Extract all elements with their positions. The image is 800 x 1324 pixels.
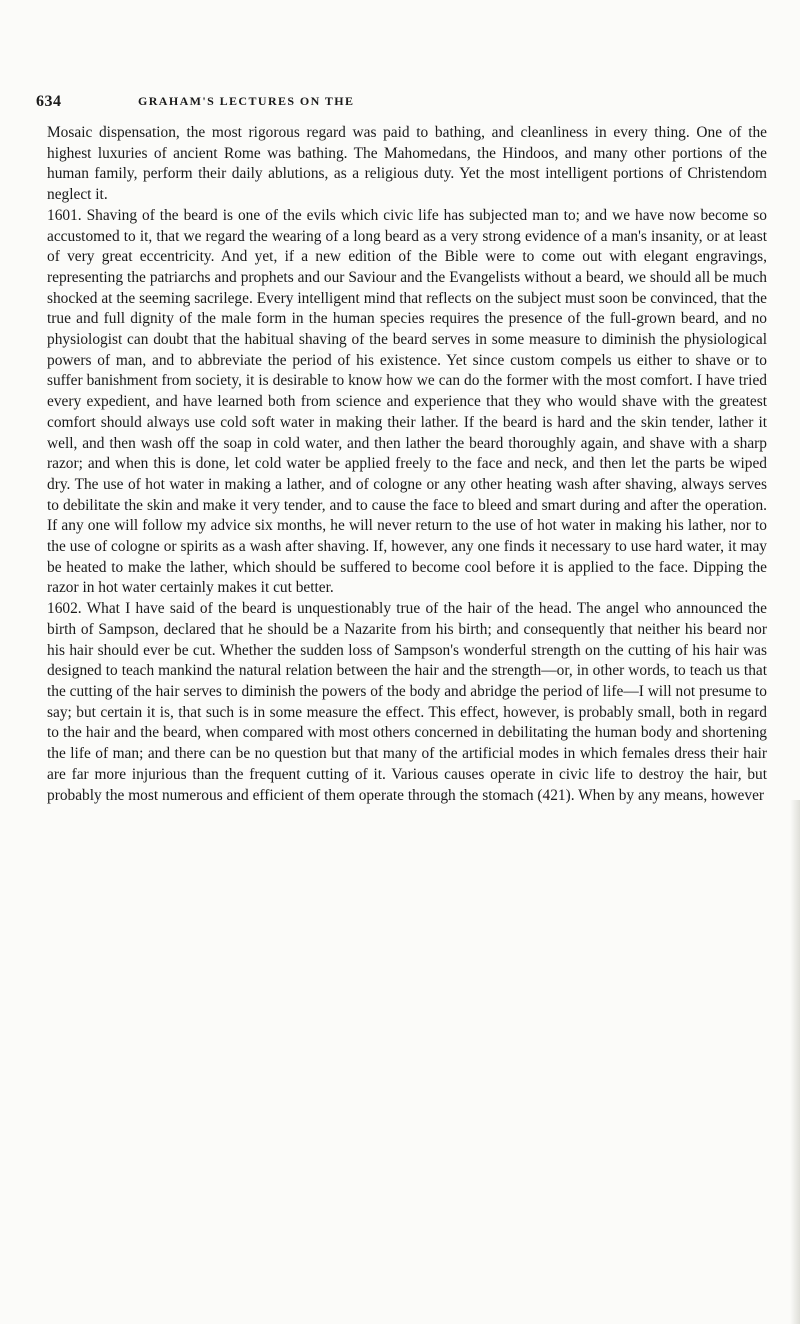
- body-text: [47, 123, 767, 806]
- paragraph-mosaic-bathing: Mosaic dispensation, the most rigorous regard was paid to bathing, and cleanliness in every thing. One of the highest luxuries of ancient Rome was bathing. The Mahomedans, the Hindoos, and many other portions of the human family, perform their daily ablutions, as a religious duty. Yet the most intelligent portions of Christendom neglect it.: [47, 124, 767, 204]
- running-head: [36, 93, 772, 117]
- paragraph-1601-shaving: 1601. Shaving of the beard is one of the evils which civic life has subjected man to; and we have now become so accustomed to it, that we regard the wearing of a long beard as a very strong evidence of a man's insanity, or at least of very great eccentricity. And yet, if a new edition of the Bible were to come out with elegant engravings, representing the patriarchs and prophets and our Saviour and the Evangelists without a beard, we should all be much shocked at the seeming sacrilege. Every intelligent mind that reflects on the subject must soon be convinced, that the true and full dignity of the male form in the human species requires the presence of the full-grown beard, and no physiologist can doubt that the habitual shaving of the beard serves in some measure to diminish the physiological powers of man, and to abbreviate the period of his existence. Yet since custom compels us either to shave or to suffer banishment from society, it is desirable to know how we can do the former with the most comfort. I have tried every expedient, and have learned both from science and experience that they who would shave with the greatest comfort should always use cold soft water in making their lather. If the beard is hard and the skin tender, lather it well, and then wash off the soap in cold water, and then lather the beard thoroughly again, and shave with a sharp razor; and when this is done, let cold water be applied freely to the face and neck, and then let the parts be wiped dry. The use of hot water in making a lather, and of cologne or any other heating wash after shaving, always serves to debilitate the skin and make it very tender, and to cause the face to bleed and smart during and after the operation. If any one will follow my advice six months, he will never return to the use of hot water in making his lather, nor to the use of cologne or spirits as a wash after shaving. If, however, any one finds it necessary to use hard water, it may be heated to make the lather, which should be suffered to become cool before it is applied to the face. Dipping the razor in hot water certainly makes it cut better.: [47, 206, 767, 597]
- running-head-title: GRAHAM'S LECTURES ON THE: [138, 94, 355, 108]
- paragraph-1602-hair: 1602. What I have said of the beard is unquestionably true of the hair of the head. The angel who announced the birth of Sampson, declared that he should be a Nazarite from his birth; and consequently that neither his beard nor his hair should ever be cut. Whether the sudden loss of Sampson's wonderful strength on the cutting of his hair was designed to teach mankind the natural relation between the hair and the strength—or, in other words, to teach us that the cutting of the hair serves to diminish the powers of the body and abridge the period of life—I will not presume to say; but certain it is, that such is in some measure the effect. This effect, however, is probably small, both in regard to the hair and the beard, when compared with most others concerned in debilitating the human body and shortening the life of man; and there can be no question but that many of the artificial modes in which females dress their hair are far more injurious than the frequent cutting of it. Various causes operate in civic life to destroy the hair, but probably the most numerous and efficient of them operate through the stomach (421). When by any means, however: [47, 600, 767, 804]
- page-edge-shadow: [790, 800, 800, 1324]
- page-number: 634: [36, 93, 62, 110]
